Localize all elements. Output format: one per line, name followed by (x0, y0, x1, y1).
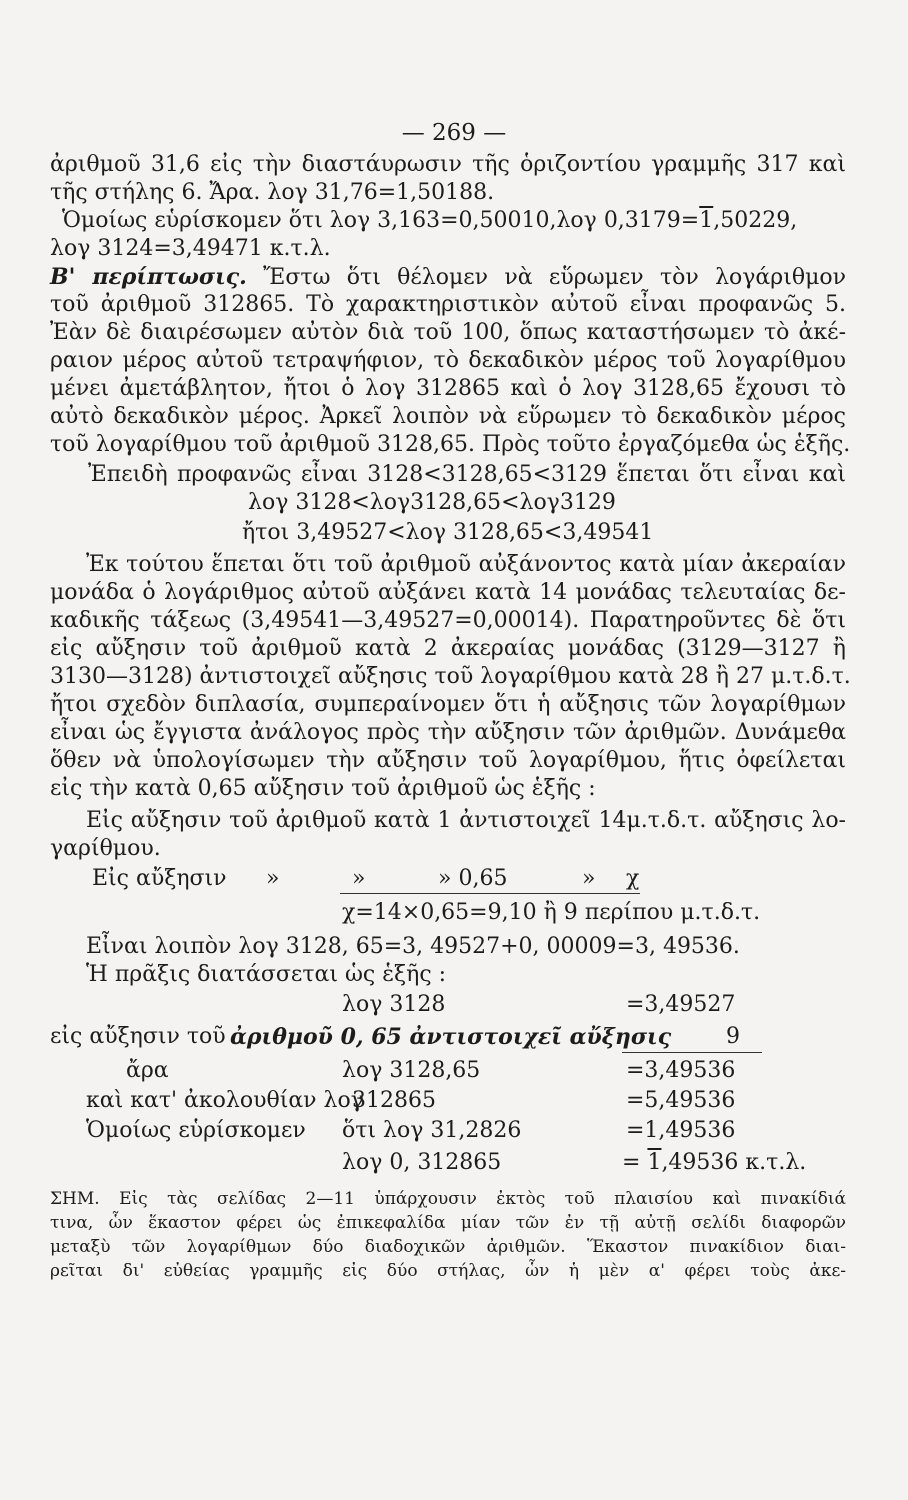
text-line: Ἐὰν δὲ διαιρέσωμεν αὐτὸν διὰ τοῦ 100, ὅπως καταστήσωμεν τὸ ἀκέ- (50, 320, 846, 345)
text-line: λογ 3124=3,49471 κ.τ.λ. (50, 236, 331, 261)
text-line: ὅθεν νὰ ὑπολογίσωμεν τὴν αὔξησιν τοῦ λογαρίθμου, ἥτις ὀφείλεται (50, 748, 846, 773)
text-line: καδικῆς τάξεως (3,49541—3,49527=0,00014). Παρατηροῦντες δὲ ὅτι (50, 608, 846, 633)
sum-rule (622, 1052, 762, 1053)
text-line: ἀριθμοῦ 0, 65 ἀντιστοιχεῖ αὔξησις (230, 1024, 672, 1050)
text-line: τῆς στήλης 6. Ἄρα. λογ 31,76=1,50188. (50, 180, 495, 205)
text-line: Ἡ πρᾶξις διατάσσεται ὡς ἑξῆς : (86, 962, 447, 987)
text-line: ραιον μέρος αὐτοῦ τετραψήφιον, τὸ δεκαδικὸν μέρος τοῦ λογαρίθμου (50, 348, 846, 373)
text-line: =3,49536 (626, 1058, 736, 1083)
text-line: τοῦ ἀριθμοῦ 312865. Τὸ χαρακτηριστικὸν αὐτοῦ εἶναι προφανῶς 5. (50, 292, 846, 317)
text-line: λογ 3128<λογ3128,65<λογ3129 (248, 490, 616, 515)
text-line: 9 (726, 1024, 740, 1049)
text-line: λογ 0, 312865 (342, 1150, 502, 1175)
text-line: Ἐπειδὴ προφανῶς εἶναι 3128<3128,65<3129 ἕπεται ὅτι εἶναι καὶ (88, 462, 846, 487)
text-line: =1,49536 (626, 1118, 736, 1143)
text-line: Εἰς αὔξησιν (92, 866, 227, 891)
ditto-mark: » (582, 866, 596, 891)
text-line: ἤτοι 3,49527<λογ 3128,65<3,49541 (242, 520, 654, 545)
text-line: αὐτὸ δεκαδικὸν μέρος. Ἀρκεῖ λοιπὸν νὰ εὕρωμεν τὸ δεκαδικὸν μέρος (50, 404, 846, 429)
text-line: χ=14×0,65=9,10 ἢ 9 περίπου μ.τ.δ.τ. (342, 900, 761, 925)
text-line: εἶναι ὡς ἔγγιστα ἀνάλογος πρὸς τὴν αὔξησιν τῶν ἀριθμῶν. Δυνάμεθα (50, 720, 846, 745)
text-line: ὅτι λογ 31,2826 (342, 1118, 522, 1143)
text-line: λογ 3128,65 (342, 1058, 481, 1083)
text-line: εἰς τὴν κατὰ 0,65 αὔξησιν τοῦ ἀριθμοῦ ὡς ἑξῆς : (50, 776, 596, 801)
text-line: Β' περίπτωσις. Ἔστω ὅτι θέλομεν νὰ εὕρωμεν τὸν λογάριθμον (50, 264, 846, 290)
footnote-line: μεταξὺ τῶν λογαρίθμων δύο διαδοχικῶν ἀριθμῶν. Ἕκαστον πινακίδιον διαι- (50, 1237, 846, 1257)
text-line: Ἐκ τούτου ἕπεται ὅτι τοῦ ἀριθμοῦ αὐξάνοντος κατὰ μίαν ἀκεραίαν (86, 552, 846, 577)
text-line: μονάδα ὁ λογάριθμος αὐτοῦ αὐξάνει κατὰ 14 μονάδας τελευταίας δε- (50, 580, 846, 605)
text-line: 3130—3128) ἀντιστοιχεῖ αὔξησις τοῦ λογαρίθμου κατὰ 28 ἢ 27 μ.τ.δ.τ. (50, 664, 851, 689)
page-number: — 269 — (401, 120, 507, 146)
variable-x: χ (626, 866, 640, 891)
text-line: καὶ κατ' ἀκολουθίαν λογ (86, 1088, 364, 1113)
text-line: Ὁμοίως εὑρίσκομεν (86, 1118, 306, 1143)
text-line: = 1,49536 κ.τ.λ. (622, 1150, 807, 1175)
text-line: ἀριθμοῦ 31,6 εἰς τὴν διαστάυρωσιν τῆς ὁριζοντίου γραμμῆς 317 καὶ (50, 152, 846, 177)
text-line: =5,49536 (626, 1088, 736, 1113)
text-line: ἤτοι σχεδὸν διπλασία, συμπεραίνομεν ὅτι ἡ αὔξησις τῶν λογαρίθμων (50, 692, 846, 717)
text-line: » 0,65 (438, 866, 508, 891)
footnote-line: τινα, ὧν ἕκαστον φέρει ὡς ἐπικεφαλίδα μίαν τῶν ἐν τῇ αὐτῇ σελίδι διαφορῶν (50, 1213, 846, 1233)
ditto-mark: » (352, 866, 366, 891)
footnote-line: ρεῖται δι' εὐθείας γραμμῆς εἰς δύο στήλας, ὧν ἡ μὲν α' φέρει τοὺς ἀκε- (50, 1261, 846, 1281)
text-line: =3,49527 (626, 992, 736, 1017)
text-line: μένει ἀμετάβλητον, ἤτοι ὁ λογ 312865 καὶ ὁ λογ 3128,65 ἔχουσι τὸ (50, 376, 846, 401)
text-line: γαρίθμου. (50, 836, 161, 861)
text-line: Εἶναι λοιπὸν λογ 3128, 65=3, 49527+0, 00009=3, 49536. (86, 934, 740, 959)
text-line: λογ 3128 (342, 992, 446, 1017)
footnote-line: ΣΗΜ. Εἰς τὰς σελίδας 2—11 ὑπάρχουσιν ἐκτὸς τοῦ πλαισίου καὶ πινακίδιά (50, 1189, 846, 1209)
text-line: ἄρα (126, 1058, 169, 1083)
text-line: τοῦ λογαρίθμου τοῦ ἀριθμοῦ 3128,65. Πρὸς τοῦτο ἐργαζόμεθα ὡς ἑξῆς. (50, 432, 851, 457)
text-line: Ὁμοίως εὑρίσκομεν ὅτι λογ 3,163=0,50010,λογ 0,3179=1,50229, (62, 208, 798, 233)
text-line: εἰς αὔξησιν τοῦ ἀριθμοῦ κατὰ 2 ἀκεραίας μονάδας (3129—3127 ἢ (50, 636, 846, 661)
text-line: Εἰς αὔξησιν τοῦ ἀριθμοῦ κατὰ 1 ἀντιστοιχεῖ 14μ.τ.δ.τ. αὔξησις λο- (86, 808, 846, 833)
text-line: 312865 (352, 1088, 436, 1113)
underline-rule (340, 893, 640, 894)
text-line: εἰς αὔξησιν τοῦ (50, 1024, 226, 1049)
ditto-mark: » (266, 866, 280, 891)
